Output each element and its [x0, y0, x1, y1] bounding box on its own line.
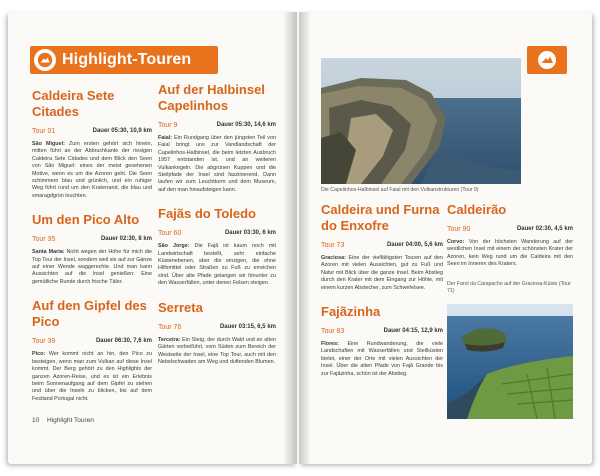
tour-duration: Dauer 03:15, 6,5 km — [219, 323, 276, 330]
tour-meta — [32, 338, 152, 345]
left-column-2 — [158, 82, 276, 378]
tour-entry — [158, 300, 276, 367]
tour-entry — [32, 212, 152, 286]
tour-meta — [447, 226, 573, 233]
tour-number: Tour 9 — [158, 122, 178, 129]
tour-meta — [158, 230, 276, 237]
tour-entry — [321, 202, 443, 292]
tour-duration: Dauer 05:30, 14,6 km — [216, 122, 276, 128]
tour-duration: Dauer 02:30, 4,5 km — [516, 226, 573, 232]
footer-title: Highlight Touren — [47, 417, 94, 424]
tour-duration: Dauer 06:30, 7,6 km — [95, 338, 152, 345]
tour-title: Fajãs do Toledo — [158, 206, 256, 222]
tour-title: Caldeira Sete Citades — [32, 88, 115, 119]
capelinhos-cliff-photo — [321, 58, 521, 184]
tour-title: Auf den Gipfel des Pico — [32, 298, 147, 330]
tour-meta — [321, 242, 443, 249]
tour-meta — [158, 122, 276, 129]
page-footer — [32, 417, 94, 424]
book-gutter-shadow — [283, 12, 297, 464]
tour-duration: Dauer 04:15, 12,9 km — [383, 328, 443, 335]
tour-duration: Dauer 05:30, 10,9 km — [92, 128, 152, 134]
hiker-badge-icon — [527, 46, 567, 74]
tour-meta — [32, 236, 152, 243]
highlight-tours-banner — [30, 46, 218, 74]
tour-number: Tour 90 — [447, 226, 471, 233]
tour-title: Fajãzinha — [321, 304, 381, 320]
book-gutter-shadow — [299, 12, 311, 464]
banner-title: Highlight-Touren — [62, 51, 192, 68]
tour-description: Pico: Wer kommt nicht an hin, den Pico zu besteigen, wenn man zum Vulkan auf diese Insel kommt. Der Berg gehört zu den Highlights der ganzen Azoren-Reise, und es ist ein Erlebnis beim Sonnenaufgang auf dem Gipfel zu stehen und über die Inseln zu blicken, bis auf dem Festland Portugal nicht. — [32, 351, 152, 402]
tour-meta — [321, 328, 443, 335]
tour-number: Tour 01 — [32, 128, 56, 135]
page-number: 10 — [32, 417, 40, 424]
islet-coast-photo — [447, 304, 573, 419]
right-column-1 — [321, 202, 443, 390]
tour-number: Tour 73 — [321, 242, 345, 249]
tour-meta — [158, 324, 276, 331]
hiker-badge-icon — [34, 49, 56, 71]
right-page — [299, 12, 592, 464]
tour-duration: Dauer 03:30, 6 km — [224, 230, 276, 237]
tour-description: São Jorge: Die Fajã ist kaum noch mit Landwirtschaft bestellt, sehr einfache Küstenebenen, aber die einzigen, die ohne Hilfsmittel oder Straßen zu Fuß zu erreichen sind. Über alte Pfade gelangen wir hinunter zu den Wasserfällen, unter denen Felsen steigen. — [158, 243, 277, 287]
tour-meta — [32, 128, 152, 135]
open-book — [8, 12, 592, 464]
tour-duration: Dauer 04:00, 5,6 km — [386, 242, 443, 248]
tour-title: Serreta — [158, 299, 203, 315]
tour-duration: Dauer 02:30, 8 km — [100, 236, 152, 243]
tour-entry — [447, 202, 573, 269]
tour-entry — [158, 206, 276, 287]
left-column-1 — [32, 88, 152, 415]
tour-description: São Miguel: Zum ersten gehört sich hinein, mitten führt an der Abbruchkante der riesigen Caldeira Sete Cidades und dem Blick den Seen von São Miguel: eines der meist gesehenen Motive, wenn es um die Azoren geht. Die Seen schimmern blau und grünlich, und ein ruhiger Weg führt rund um den Kraterrand, die blau und smaragdgrün leuchten. — [32, 141, 152, 199]
tour-number: Tour 60 — [158, 230, 182, 238]
tour-number: Tour 39 — [32, 338, 56, 346]
right-column-2 — [447, 202, 573, 295]
tour-entry — [32, 88, 152, 200]
tour-description: Corvo: Von der höchsten Wanderung auf der westlichen Insel mit einem der schönsten Krater der Azoren, kein Weg rund um die Caldeira mit den Seen im Inneren des Kraters. — [447, 239, 573, 268]
tour-description: Santa Maria: Nicht wegen der Höhe für mich die Top Tour der Insel, sondern weil sie auf zur Gänze auf einer Wende waggerechte. Und man kann Aussichten auf die Insel genießen: Eine gemütliche Runde durch frische Täler. — [32, 249, 152, 285]
left-page — [8, 12, 297, 464]
tour-title: Caldeira und Furna do Enxofre — [321, 202, 440, 233]
tour-description: Flores: Eine Rundwanderung, die viele Landschaften mit Wasserfällen und Steilküsten bietet, einer der Orte mit vielen Aussichten der Insel. Über die alten Pfade von Fajã Grande bis zur Fajãzinha, schön ist der Abstieg. — [321, 341, 444, 377]
tour-number: Tour 83 — [321, 328, 345, 336]
photo-caption: Der Farol da Carapacho auf der Graciosa-Küste (Tour 71) — [447, 280, 571, 294]
photo-caption: Die Capelinhos-Halbinsel auf Faial mit den Vulkanstrukturen (Tour 9) — [321, 187, 479, 193]
tour-description: Faial: Ein Rundgang über den jüngsten Teil von Faial bringt uns zur Vandlandschaft der Capelinhos-Halbinsel, die beim letzten Ausbruch 1957 entstanden ist, und an weiteren Vulkankegeln. Die abgrünen Kuppen und die Steilpfade der Insel sind faszinierend. Dann laufen wir zum Leuchtturm und dem Museum, auf den man hinaufsteigen kann. — [158, 135, 276, 193]
tour-title: Um den Pico Alto — [32, 212, 140, 228]
tour-entry — [32, 298, 152, 403]
tour-number: Tour 76 — [158, 323, 182, 331]
tour-entry — [158, 82, 276, 194]
tour-entry — [321, 304, 443, 378]
tour-description: Terceira: Ein Steig, der durch Wald und an alten Gärten vorbeiführt, vom Süden zum Bereich der Westseite der Insel, eine Top Tour, auch mit den Nebelschwaden am Weg und duftenden Blumen. — [158, 336, 276, 365]
tour-description: Graciosa: Eine der vielfältigsten Touren auf den Azoren mit vielen Aussichten, gut zu Fuß und Natur mit Blick über die ganze Insel. Beim Abstieg durch den Krater mit dem Eingang zur Höhle, mit einem kurzen Abstecher, zum Schwefelsee. — [321, 255, 443, 291]
tour-title: Caldeirão — [447, 202, 507, 217]
tour-title: Auf der Halbinsel Capelinhos — [158, 82, 265, 113]
tour-number: Tour 35 — [32, 236, 56, 244]
